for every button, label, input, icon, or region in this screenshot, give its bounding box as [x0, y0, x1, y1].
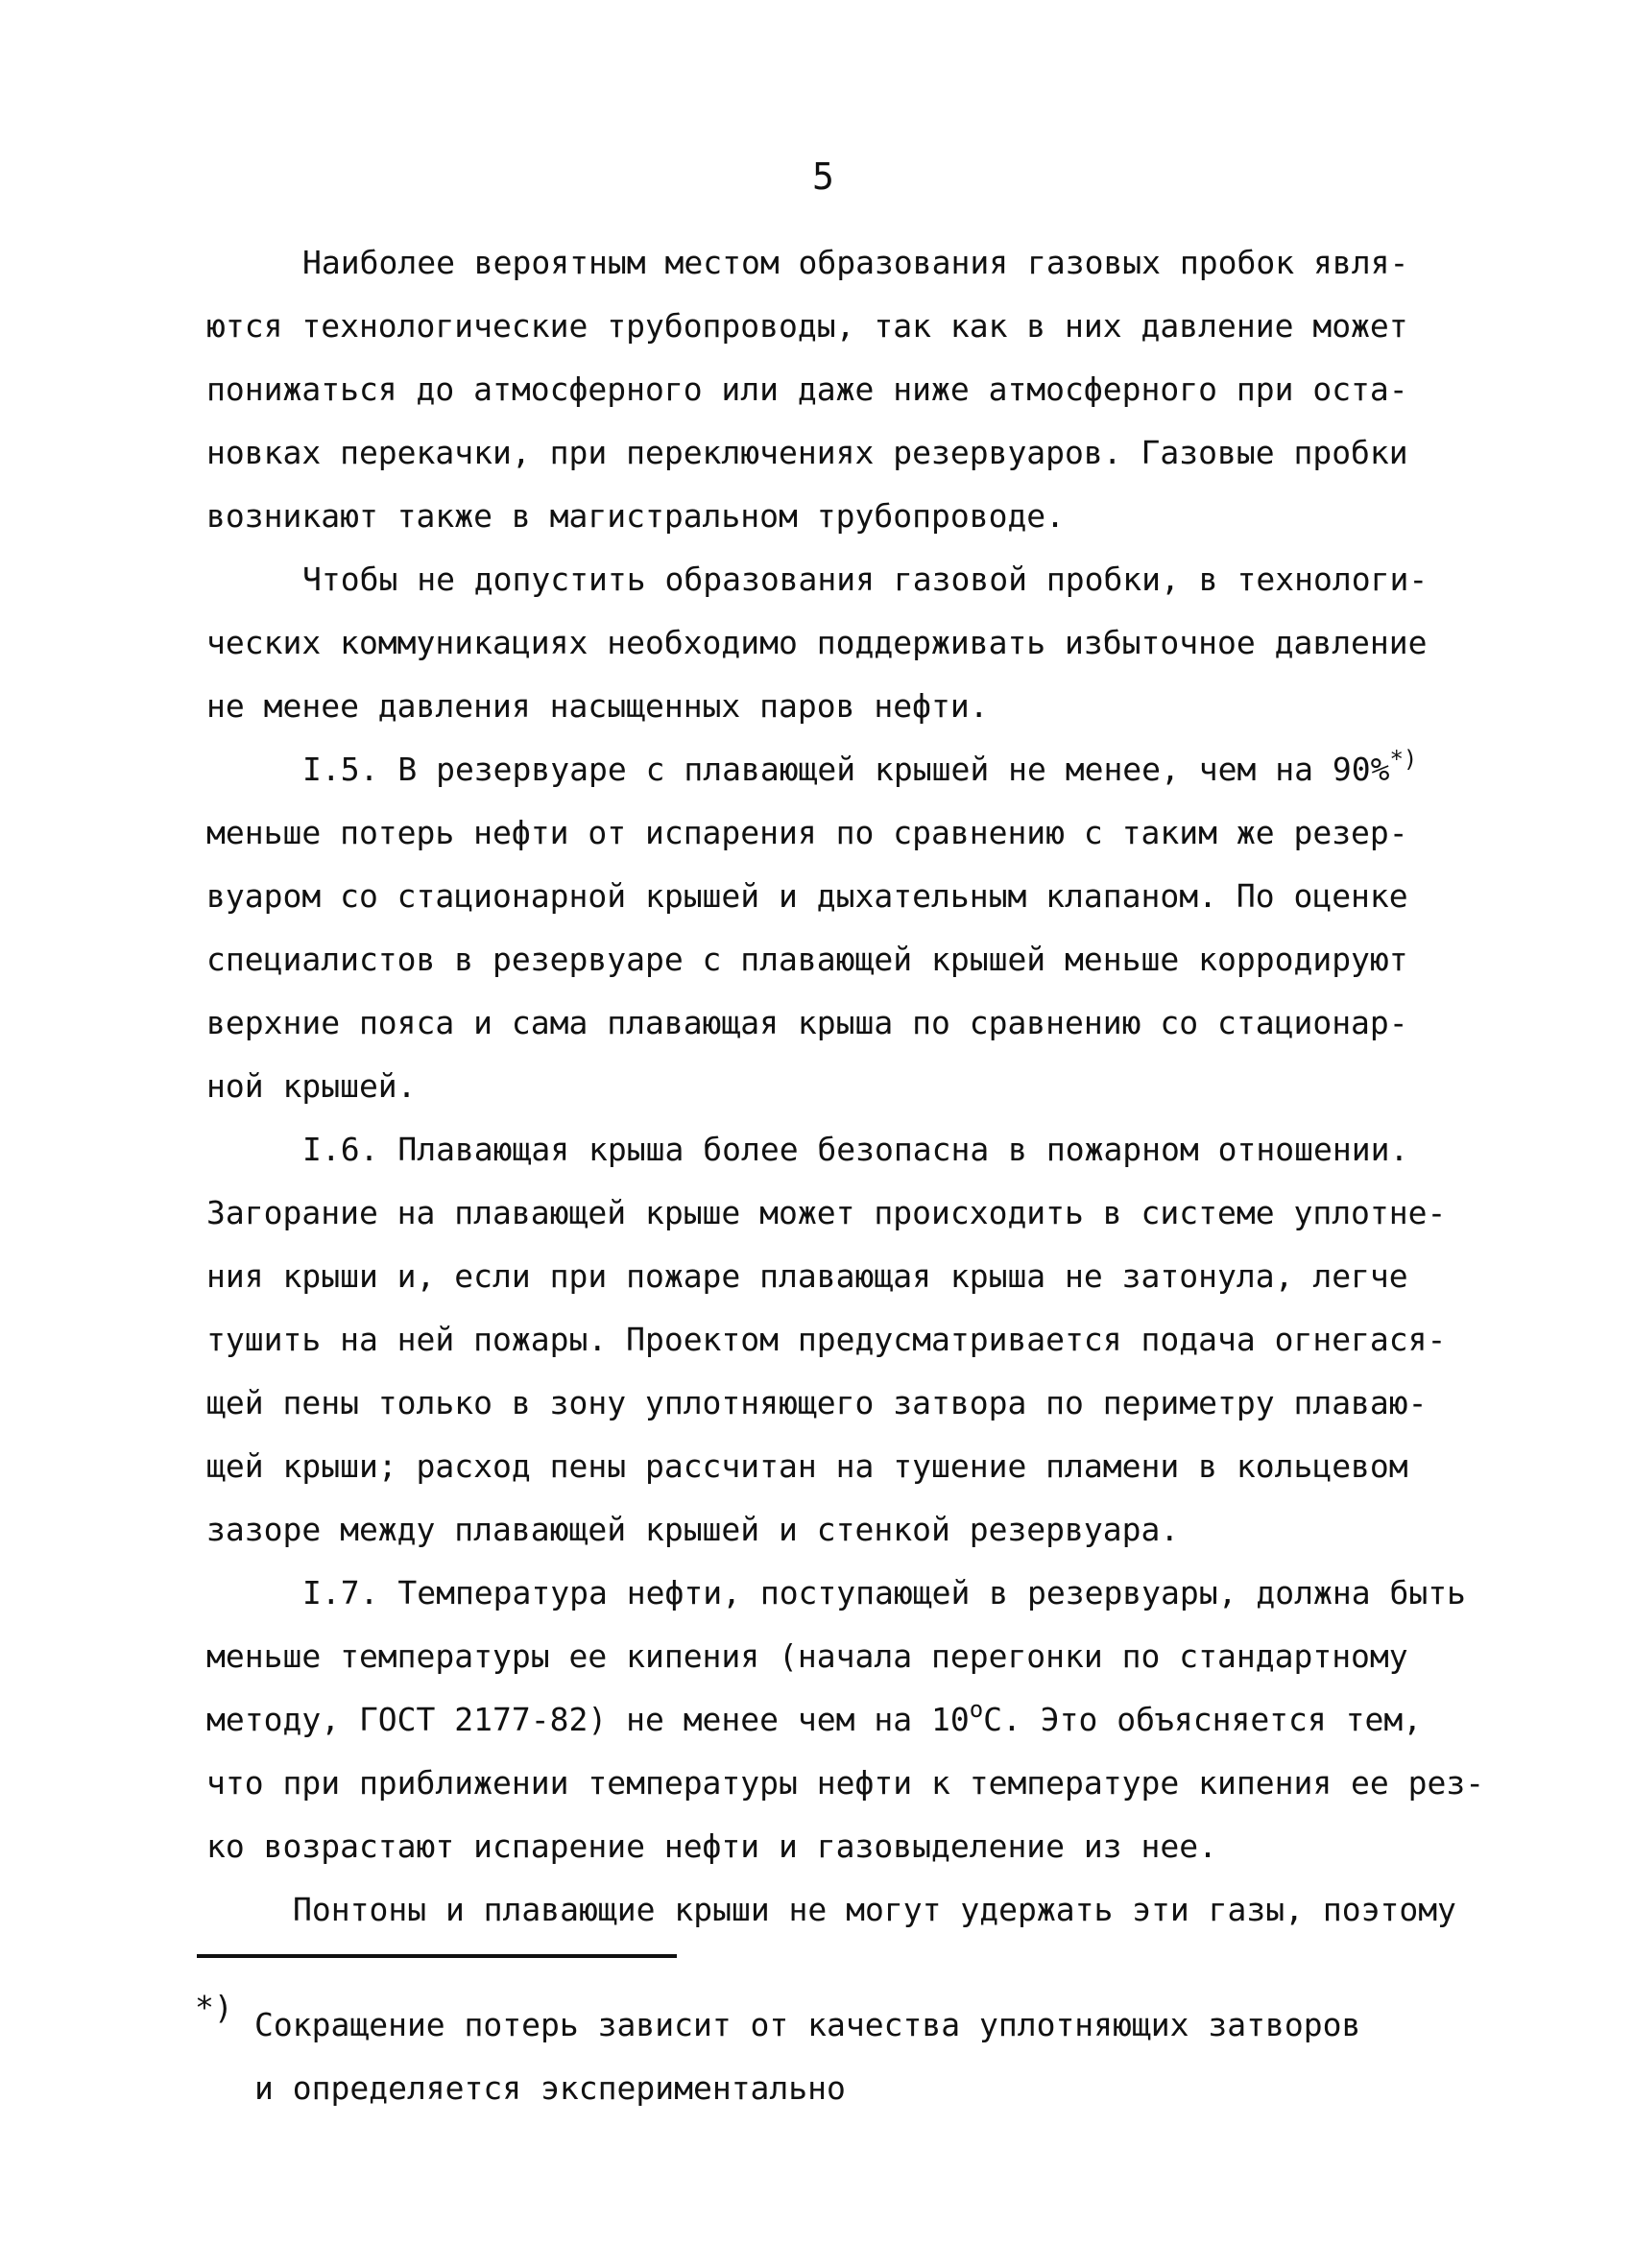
text-line: возникают также в магистральном трубопроводе.	[206, 497, 1066, 535]
text-line: зазоре между плавающей крышей и стенкой резервуара.	[206, 1511, 1180, 1548]
text-line: Понтоны и плавающие крыши не могут удержать эти газы, поэтому	[293, 1891, 1456, 1928]
footnote-reference: *)	[1389, 746, 1418, 773]
footnote-mark: *)	[195, 1989, 233, 2026]
text-line: щей крыши; расход пены рассчитан на тушение пламени в кольцевом	[206, 1447, 1408, 1485]
footnote-separator	[197, 1954, 677, 1958]
text-line: ческих коммуникациях необходимо поддерживать избыточное давление	[206, 624, 1428, 661]
footnote-text-line: Сокращение потерь зависит от качества уплотняющих затворов	[254, 2006, 1361, 2043]
text-line: меньше потерь нефти от испарения по сравнению с таким же резер-	[206, 814, 1408, 851]
text-line: тушить на ней пожары. Проектом предусматривается подача огнегася-	[206, 1321, 1447, 1358]
text-line-with-degree	[206, 1696, 1423, 1742]
degree-mark: o	[969, 1696, 984, 1723]
text-line: Загорание на плавающей крыше может происходить в системе уплотне-	[206, 1194, 1447, 1231]
text-line: новках перекачки, при переключениях резервуаров. Газовые пробки	[206, 434, 1408, 471]
text-line-tail: C. Это объясняется тем,	[983, 1701, 1423, 1738]
text-line: I.7. Температура нефти, поступающей в резервуары, должна быть	[302, 1574, 1466, 1611]
text-line: специалистов в резервуаре с плавающей крышей меньше корродируют	[206, 941, 1408, 978]
text-line: что при приближении температуры нефти к температуре кипения ее рез-	[206, 1764, 1485, 1802]
text-line: I.5. В резервуаре с плавающей крышей не менее, чем на 90%	[302, 751, 1390, 788]
text-line: не менее давления насыщенных паров нефти.	[206, 687, 989, 725]
text-line: меньше температуры ее кипения (начала перегонки по стандартному	[206, 1637, 1408, 1675]
text-line: Чтобы не допустить образования газовой пробки, в технологи-	[302, 561, 1429, 598]
page-number: 5	[812, 155, 834, 198]
text-line: Наиболее вероятным местом образования газовых пробок явля-	[302, 244, 1409, 281]
text-line-with-footnote-ref	[302, 746, 1418, 792]
text-line: ко возрастают испарение нефти и газовыделение из нее.	[206, 1827, 1217, 1865]
text-line: ния крыши и, если при пожаре плавающая крыша не затонула, легче	[206, 1257, 1408, 1295]
text-line: щей пены только в зону уплотняющего затвора по периметру плаваю-	[206, 1384, 1428, 1421]
text-line: вуаром со стационарной крышей и дыхательным клапаном. По оценке	[206, 877, 1408, 915]
text-line: ной крышей.	[206, 1067, 417, 1105]
text-line: I.6. Плавающая крыша более безопасна в пожарном отношении.	[302, 1131, 1409, 1168]
text-line: понижаться до атмосферного или даже ниже атмосферного при оста-	[206, 370, 1408, 408]
text-line: ются технологические трубопроводы, так как в них давление может	[206, 307, 1408, 345]
text-line: методу, ГОСТ 2177-82) не менее чем на 10	[206, 1701, 970, 1738]
footnote-text-line: и определяется экспериментально	[254, 2069, 846, 2107]
text-line: верхние пояса и сама плавающая крыша по сравнению со стационар-	[206, 1004, 1408, 1041]
